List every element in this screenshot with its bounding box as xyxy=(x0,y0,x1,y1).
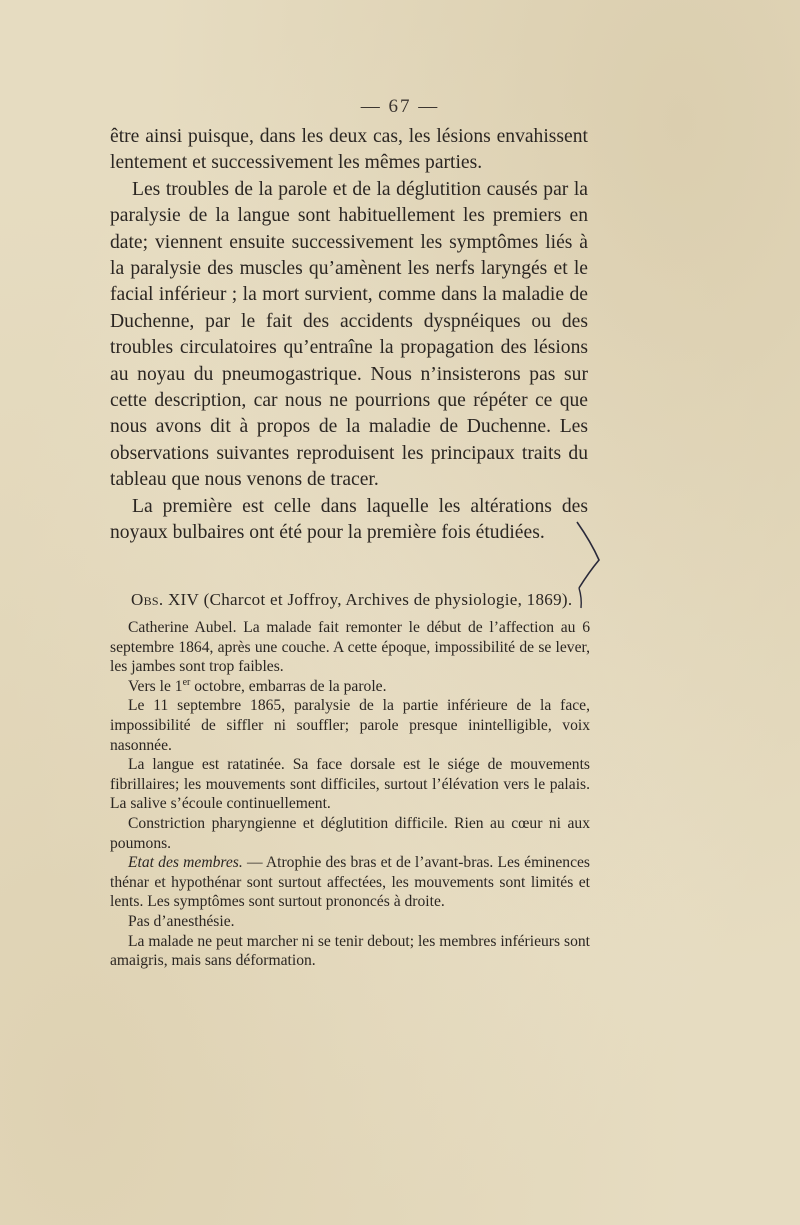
obs-paragraph-8: La malade ne peut marcher ni se tenir debout; les membres inférieurs sont amaigris, mais sans déformation. xyxy=(110,932,590,970)
paragraph-1: être ainsi puisque, dans les deux cas, les lésions envahissent lentement et successivement les mêmes parties. xyxy=(110,126,588,174)
obs-p6-text: — Atrophie des bras et de l’avant-bras. Les éminences thénar et hypothénar sont surtout affectées, les mouvements sont limités et lents. Les symptômes sont surtout prononcés à droite. xyxy=(110,854,590,911)
obs-paragraph-5: Constriction pharyngienne et déglutition difficile. Rien au cœur ni aux poumons. xyxy=(110,814,590,852)
observation-label: Obs. XIV xyxy=(131,590,200,609)
obs-p6-heading: Etat des membres. xyxy=(128,854,243,872)
main-text xyxy=(110,124,588,547)
paragraph-3: La première est celle dans laquelle les altérations des noyaux bulbaires ont été pour la première fois étudiées. xyxy=(110,495,588,544)
obs-paragraph-1: Catherine Aubel. La malade fait remonter le début de l’affection au 6 septembre 1864, après une couche. A cette époque, impossibilité de se lever, les jambes sont trop faibles. xyxy=(110,619,590,676)
obs-p2-sup: er xyxy=(182,676,191,688)
paragraph-2: Les troubles de la parole et de la déglutition causés par la paralysie de la langue sont habituellement les premiers en date; viennent ensuite successivement les symptômes liés à la paralysie des muscles qu’amènent les nerfs laryngés et le facial inférieur ; la mort survient, comme dans la maladie de Duchenne, par le fait des accidents dyspnéiques ou des troubles circulatoires qu’entraîne la propagation des lésions au noyau du pneumogastrique. Nous n’insisterons pas sur cette description, car nous ne pourrions que répéter ce que nous avons dit à propos de la maladie de Duchenne. Les observations suivantes reproduisent les principaux traits du tableau que nous venons de tracer. xyxy=(110,178,588,491)
observation-body xyxy=(110,618,590,971)
obs-paragraph-7: Pas d’anesthésie. xyxy=(128,912,235,930)
page-number: — 67 — xyxy=(360,96,440,117)
obs-p2-after: octobre, embarras de la parole. xyxy=(190,677,387,695)
obs-p2-before: Vers le 1 xyxy=(128,677,183,695)
obs-paragraph-2 xyxy=(110,677,590,697)
obs-paragraph-6 xyxy=(110,853,590,912)
obs-paragraph-4: La langue est ratatinée. Sa face dorsale est le siége de mouvements fibrillaires; les mouvements sont difficiles, surtout l’élévation vers le palais. La salive s’écoule continuellement. xyxy=(110,756,590,813)
obs-paragraph-3: Le 11 septembre 1865, paralysie de la partie inférieure de la face, impossibilité de siffler ni souffler; parole presque inintelligible, voix nasonnée. xyxy=(110,697,590,754)
observation-reference: (Charcot et Joffroy, Archives de physiologie, 1869). xyxy=(199,590,573,609)
observation-heading xyxy=(131,590,601,610)
